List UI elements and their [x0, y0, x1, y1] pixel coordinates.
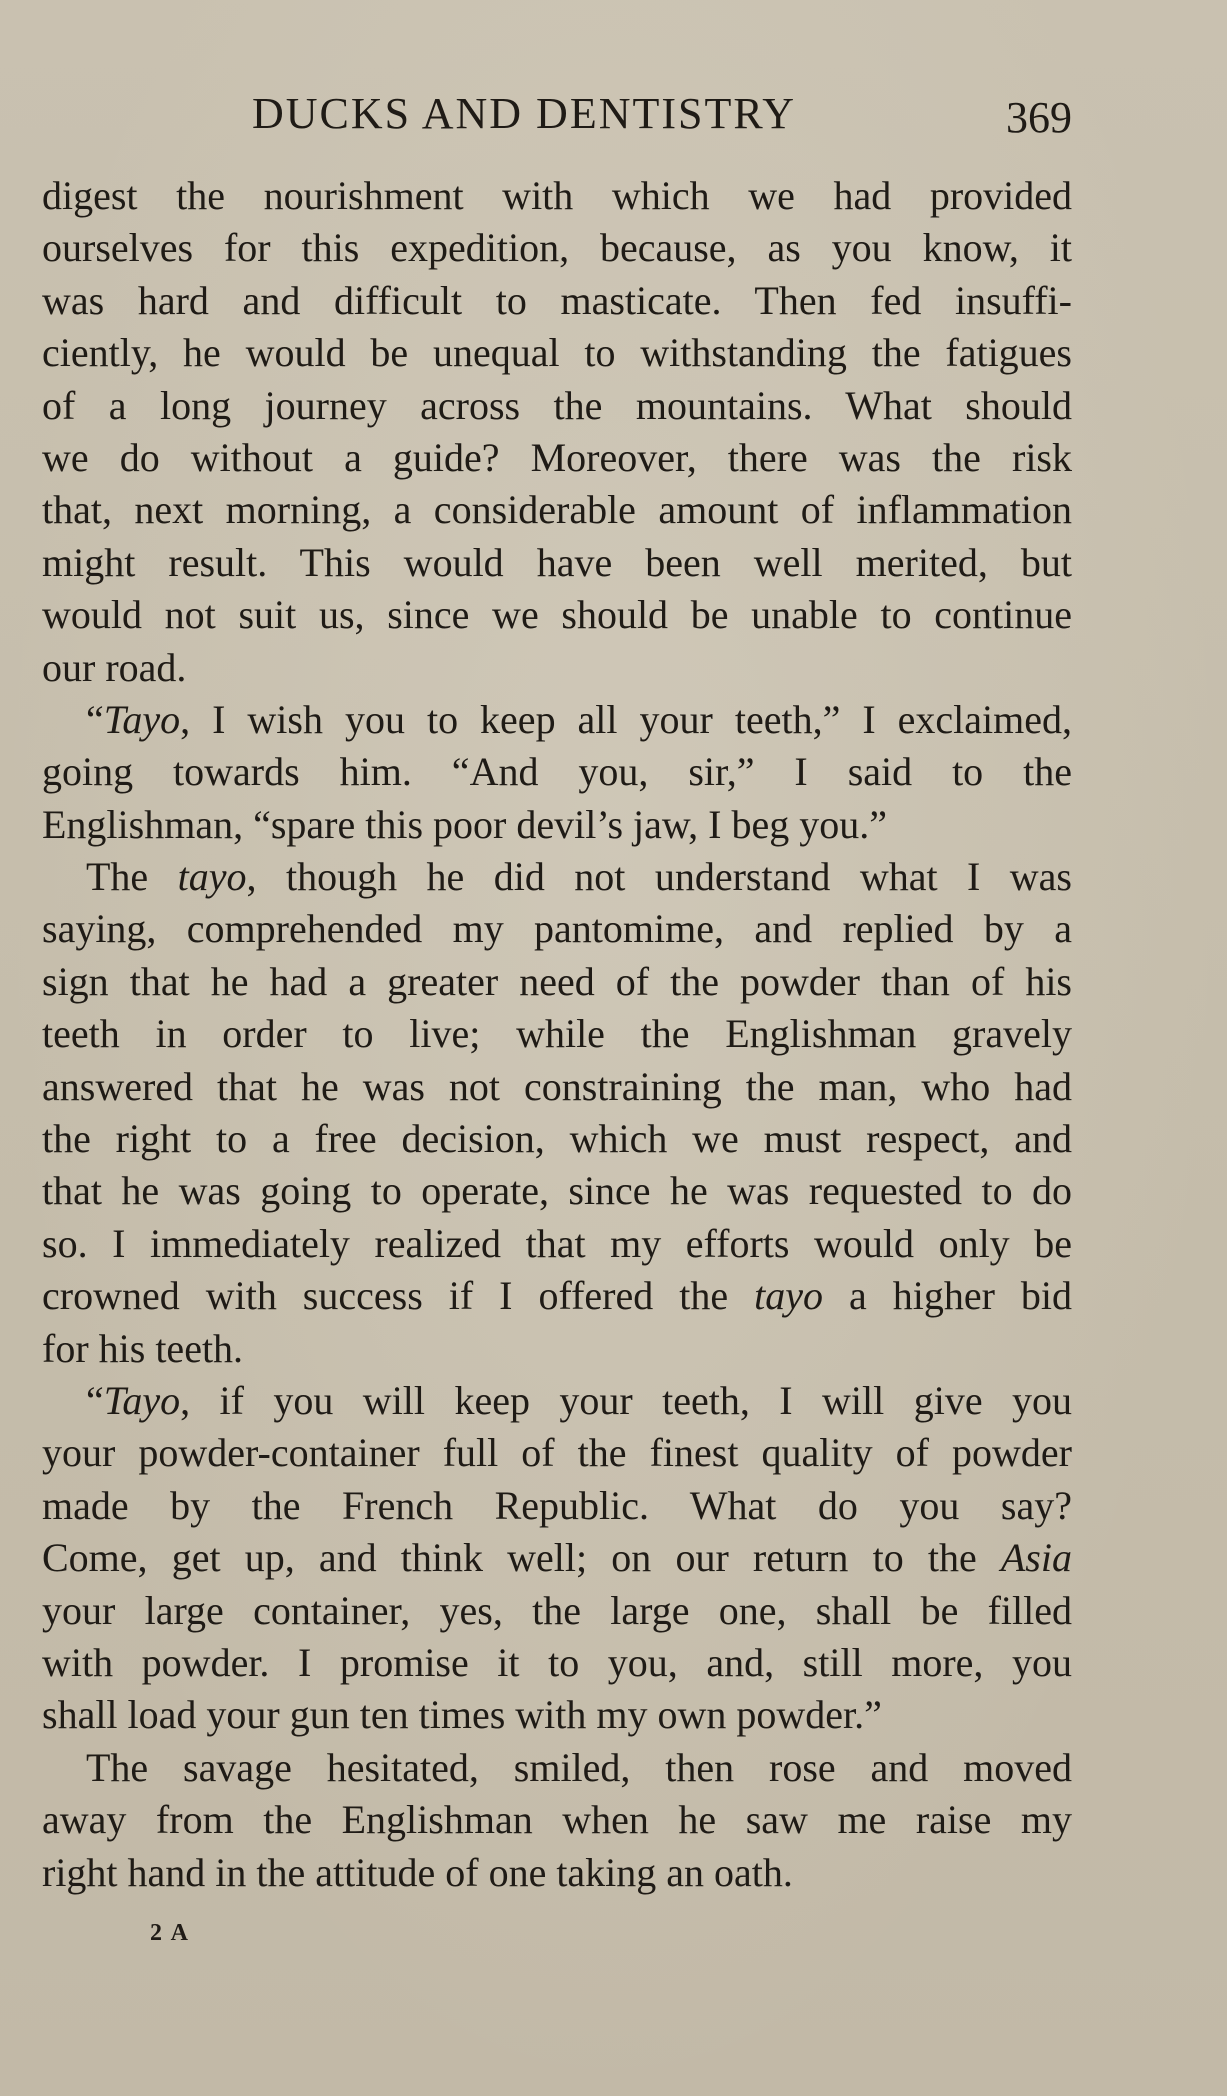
text-line: going towards him. “And you, sir,” I said to the: [42, 749, 1072, 795]
text-line: digest the nourishment with which we had provided: [42, 173, 1072, 218]
running-title: DUCKS AND DENTISTRY: [252, 89, 797, 138]
text-line: was hard and difficult to masticate. Then fed insuffi-: [42, 277, 1072, 323]
text-line: would not suit us, since we should be unable to continue: [42, 592, 1072, 638]
text-line: your large container, yes, the large one, shall be filled: [42, 1587, 1072, 1633]
text-line: might result. This would have been well merited, but: [42, 539, 1072, 585]
text-line: for his teeth.: [42, 1325, 244, 1371]
text-line: “Tayo, if you will keep your teeth, I will give you: [86, 1377, 1072, 1423]
text-line: that, next morning, a considerable amount of inflammation: [42, 487, 1072, 533]
text-line: ourselves for this expedition, because, as you know, it: [42, 225, 1072, 271]
text-line: your powder-container full of the finest quality of powder: [42, 1430, 1072, 1476]
text-line: right hand in the attitude of one taking an oath.: [42, 1849, 793, 1895]
page-number: 369: [1006, 93, 1072, 142]
text-line: so. I immediately realized that my efforts would only be: [42, 1220, 1072, 1266]
running-head: [42, 88, 1072, 142]
text-line: The savage hesitated, smiled, then rose and moved: [86, 1744, 1072, 1790]
text-line: “Tayo, I wish you to keep all your teeth,” I exclaimed,: [86, 696, 1072, 742]
text-line: the right to a free decision, which we must respect, and: [42, 1116, 1072, 1162]
text-line: ciently, he would be unequal to withstanding the fatigues: [42, 330, 1072, 376]
text-line: answered that he was not constraining the man, who had: [42, 1063, 1072, 1109]
text-line: Englishman, “spare this poor devil’s jaw, I beg you.”: [42, 801, 887, 847]
text-line: sign that he had a greater need of the powder than of his: [42, 958, 1072, 1004]
text-line: The tayo, though he did not understand what I was: [86, 854, 1072, 900]
text-line: shall load your gun ten times with my own powder.”: [42, 1692, 882, 1738]
text-line: away from the Englishman when he saw me raise my: [42, 1797, 1072, 1843]
signature-mark: 2 A: [150, 1920, 191, 1946]
text-line: we do without a guide? Moreover, there was the risk: [42, 434, 1072, 480]
text-line: that he was going to operate, since he was requested to do: [42, 1168, 1072, 1214]
text-line: made by the French Republic. What do you say?: [42, 1482, 1072, 1528]
text-line: crowned with success if I offered the tayo a higher bid: [42, 1273, 1072, 1319]
text-line: Come, get up, and think well; on our return to the Asia: [42, 1535, 1072, 1581]
text-line: with powder. I promise it to you, and, still more, you: [42, 1639, 1072, 1685]
text-line: our road.: [42, 644, 187, 690]
body-text: [42, 170, 1072, 1899]
text-line: teeth in order to live; while the Englishman gravely: [42, 1011, 1072, 1057]
text-line: saying, comprehended my pantomime, and replied by a: [42, 906, 1072, 952]
text-line: of a long journey across the mountains. What should: [42, 382, 1072, 428]
